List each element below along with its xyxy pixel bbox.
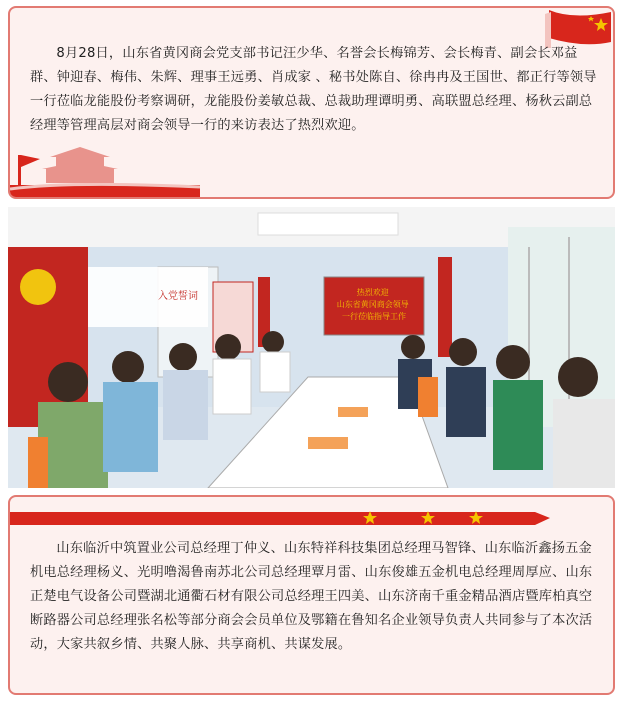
meeting-photo bbox=[8, 207, 615, 488]
intro-paragraph: 8月28日，山东省黄冈商会党支部书记汪少华、名誉会长梅锦芳、会长梅青、副会长邓益群、钟迎春、梅伟、朱辉、理事王远勇、肖成家 、秘书处陈自、徐冉冉及王国世、都正行等领导一行莅临龙能股份考察调研，龙能股份姜敏总裁、总裁助理谭明勇、高联盟总经理、杨秋云副总经理等管理高层对商会领导一行的来访表达了热烈欢迎。 bbox=[30, 46, 597, 133]
attendees-card bbox=[8, 495, 615, 695]
screen-welcome-text: 热烈欢迎 山东省黄冈商会领导 一行莅临指导工作 bbox=[336, 288, 409, 321]
tiananmen-decoration-icon bbox=[10, 137, 200, 197]
attendees-paragraph: 山东临沂中筑置业公司总经理丁仲义、山东特祥科技集团总经理马智锋、山东临沂鑫扬五金机电总经理杨义、光明噜渴鲁南苏北公司总经理覃月雷、山东俊雄五金机电总经理周厚应、山东正楚电气设备公司暨湖北通衢石材有限公司总经理王四美、山东济南千重金精品酒店暨库柏真空断路器公司总经理张名松等部分商会会员单位及鄂籍在鲁知名企业领导负责人共同参与了本次活动，大家共叙乡情、共聚人脉、共享商机、共谋发展。 bbox=[30, 541, 593, 652]
intro-card bbox=[8, 6, 615, 199]
party-wall-label: 入党誓词 bbox=[158, 291, 198, 302]
ribbon-decoration bbox=[10, 509, 615, 527]
meeting-photo-illustration bbox=[8, 207, 615, 488]
